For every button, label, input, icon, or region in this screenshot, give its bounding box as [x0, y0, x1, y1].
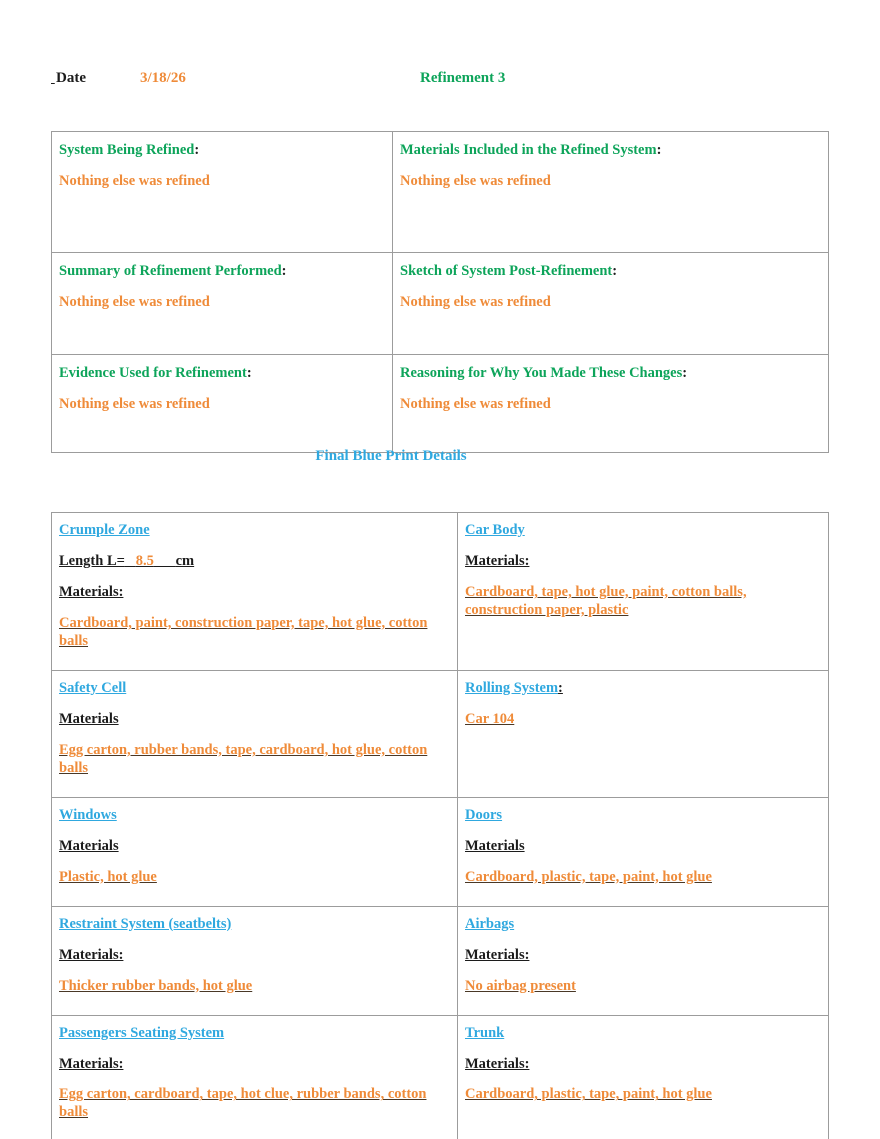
materials-label: Materials: [465, 552, 530, 569]
cell-evidence-used [52, 355, 393, 453]
materials-list: Egg carton, cardboard, tape, hot clue, rubber bands, cotton balls [59, 1086, 427, 1121]
materials-list: Cardboard, tape, hot glue, paint, cotton balls, construction paper, plastic [465, 583, 747, 618]
materials-list: Thicker rubber bands, hot glue [59, 977, 253, 994]
header-line [0, 70, 880, 92]
cell-heading: Reasoning for Why You Made These Changes: [400, 365, 688, 381]
materials-label: Materials: [465, 1055, 530, 1072]
date-value: 3/18/26 [140, 70, 186, 86]
safety-cell-title: Safety Cell [59, 679, 127, 696]
cell-crumple-zone [52, 513, 458, 671]
cell-heading: Evidence Used for Refinement: [59, 365, 252, 381]
cell-reasoning-for-changes [393, 355, 829, 453]
blueprint-table [51, 512, 829, 1139]
car-body-title: Car Body [465, 522, 525, 538]
cell-airbags [458, 906, 829, 1015]
table-row [52, 906, 829, 1015]
trunk-title: Trunk [465, 1024, 505, 1041]
doors-title: Doors [465, 806, 503, 823]
materials-list: Plastic, hot glue [59, 868, 157, 885]
cell-value: Nothing else was refined [400, 173, 551, 190]
materials-list: Egg carton, rubber bands, tape, cardboard, hot glue, cotton balls [59, 741, 428, 776]
length-value: 8.5 [135, 552, 154, 569]
restraint-system-title: Restraint System (seatbelts) [59, 915, 232, 932]
cell-value: Nothing else was refined [59, 173, 210, 190]
cell-heading: Materials Included in the Refined System: [400, 142, 662, 158]
refinement-table [51, 131, 829, 453]
table-row [52, 253, 829, 355]
materials-list: Cardboard, plastic, tape, paint, hot glue [465, 868, 712, 885]
cell-value: Nothing else was refined [400, 294, 551, 311]
materials-list: Cardboard, plastic, tape, paint, hot glue [465, 1086, 712, 1103]
cell-value: Nothing else was refined [400, 396, 551, 413]
table-row [52, 670, 829, 797]
crumple-zone-length-line: Length L= 8.5 cm [59, 552, 195, 569]
date-underscore [51, 70, 55, 87]
table-row [52, 355, 829, 453]
cell-heading: Summary of Refinement Performed: [59, 263, 287, 279]
rolling-system-title: Rolling System: [465, 679, 563, 696]
cell-summary-of-refinement [52, 253, 393, 355]
cell-value: Nothing else was refined [59, 396, 210, 413]
materials-label: Materials [59, 837, 119, 854]
cell-heading: System Being Refined: [59, 142, 200, 158]
cell-materials-included [393, 132, 829, 253]
materials-list: No airbag present [465, 977, 576, 994]
cell-passenger-seating [52, 1015, 458, 1139]
table-row [52, 1015, 829, 1139]
section-title-final-blueprint: Final Blue Print Details [315, 448, 467, 464]
cell-restraint-system [52, 906, 458, 1015]
cell-safety-cell [52, 670, 458, 797]
cell-windows [52, 797, 458, 906]
materials-label: Materials: [59, 1055, 124, 1072]
cell-trunk [458, 1015, 829, 1139]
materials-label: Materials: [59, 583, 124, 600]
table-row [52, 797, 829, 906]
materials-label: Materials [59, 710, 119, 727]
length-unit: cm [175, 552, 195, 569]
windows-title: Windows [59, 806, 117, 823]
date-label: Date [56, 70, 86, 86]
materials-label: Materials: [59, 946, 124, 963]
table-row [52, 132, 829, 253]
cell-doors [458, 797, 829, 906]
cell-rolling-system [458, 670, 829, 797]
table-row [52, 513, 829, 671]
cell-heading: Sketch of System Post-Refinement: [400, 263, 618, 279]
cell-car-body [458, 513, 829, 671]
cell-sketch-post-refinement [393, 253, 829, 355]
rolling-system-value: Car 104 [465, 710, 515, 727]
passenger-seating-title: Passengers Seating System [59, 1024, 225, 1041]
document-title: Refinement 3 [420, 70, 506, 86]
materials-list: Cardboard, paint, construction paper, tape, hot glue, cotton balls [59, 614, 428, 649]
crumple-zone-title: Crumple Zone [59, 522, 150, 538]
materials-label: Materials: [465, 946, 530, 963]
cell-system-being-refined [52, 132, 393, 253]
airbags-title: Airbags [465, 915, 515, 932]
materials-label: Materials [465, 837, 525, 854]
cell-value: Nothing else was refined [59, 294, 210, 311]
